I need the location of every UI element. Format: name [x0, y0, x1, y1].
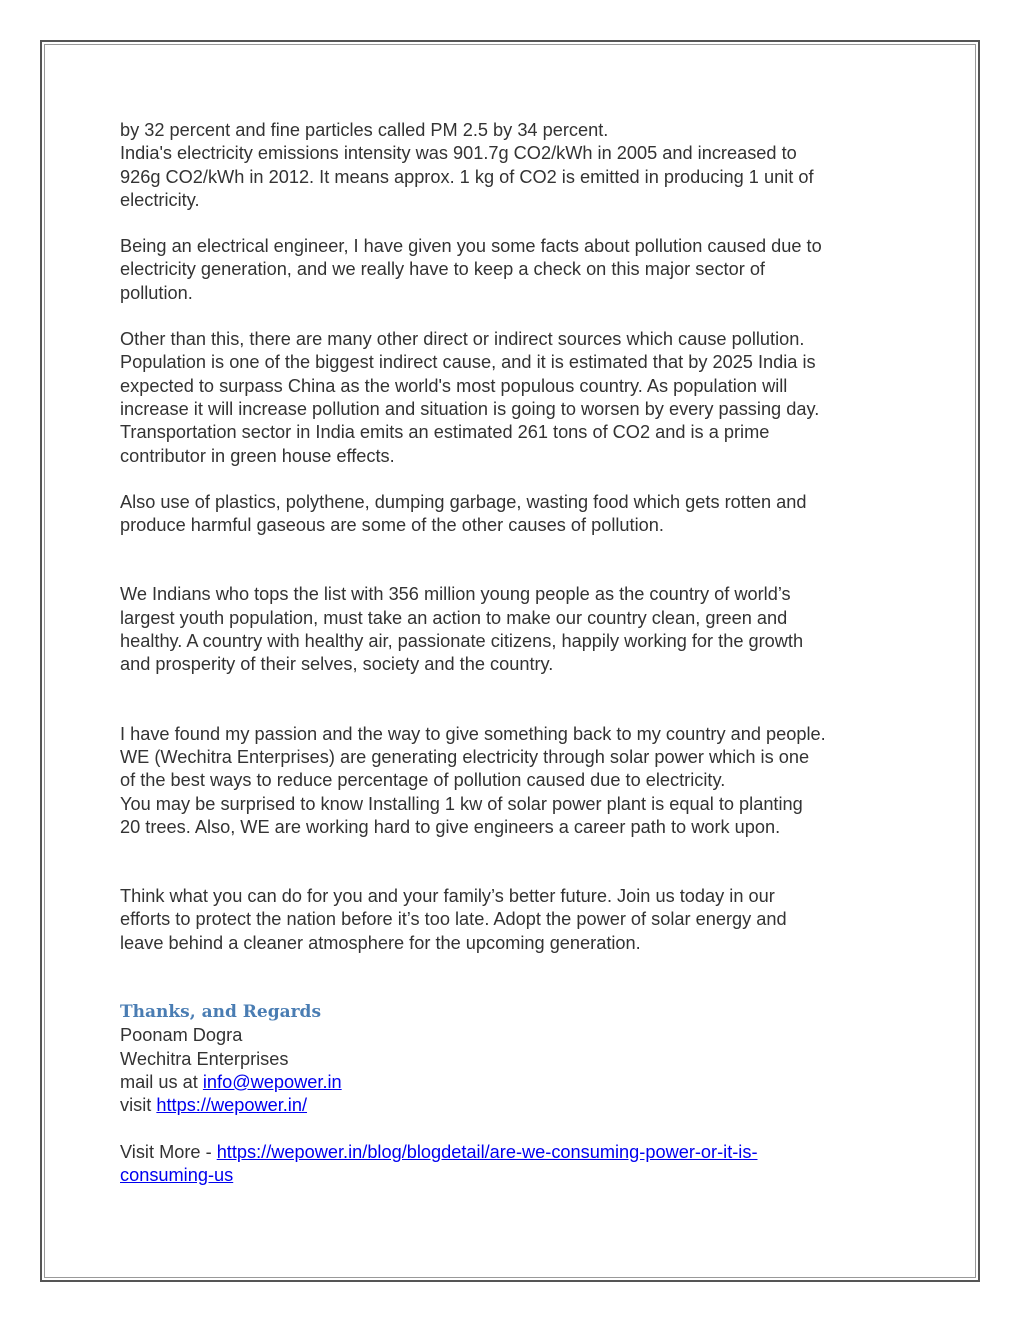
company-name: Wechitra Enterprises [120, 1048, 289, 1069]
paragraph-population: Other than this, there are many other direct or indirect sources which cause pollution. Population is one of the biggest indirect cause, and it is estimated that by 2025 India is expected to surpass China as the world's most populous country. As population will increase it will increase pollution and situation is going to worsen by every passing day. Transportation sector in India emits an estimated 261 tons of CO2 and is a prime contributor in green house effects. [120, 329, 820, 466]
signature-block [120, 1001, 920, 1187]
blog-link[interactable]: https://wepower.in/blog/blogdetail/are-we-consuming-power-or-it-is- consuming-us [120, 1141, 758, 1185]
paragraph-emissions: by 32 percent and fine particles called PM 2.5 by 34 percent. India's electricity emissions intensity was 901.7g CO2/kWh in 2005 and increased to 926g CO2/kWh in 2012. It means approx. 1 kg of CO2 is emitted in producing 1 unit of electricity. [120, 120, 814, 210]
website-line: visit https://wepower.in/ [120, 1095, 308, 1116]
paragraph-engineer: Being an electrical engineer, I have given you some facts about pollution caused due to electricity generation, and we really have to keep a check on this major sector of pollution. [120, 236, 822, 303]
paragraph-call-to-action: Think what you can do for you and your family’s better future. Join us today in our efforts to protect the nation before it’s too late. Adopt the power of solar energy and leave behind a cleaner atmosphere for the upcoming generation. [120, 886, 787, 953]
visit-more-line: Visit More - https://wepower.in/blog/blogdetail/are-we-consuming-power-or-it-is- consuming-us [120, 1141, 758, 1185]
email-link[interactable]: info@wepower.in [202, 1071, 342, 1092]
paragraph-passion: I have found my passion and the way to give something back to my country and people. WE (Wechitra Enterprises) are generating electricity through solar power which is one of the best ways to reduce percentage of pollution caused due to electricity. You may be surprised to know Installing 1 kw of solar power plant is equal to planting 20 trees. Also, WE are working hard to give engineers a career path to work upon. [120, 723, 826, 837]
paragraph-plastics: Also use of plastics, polythene, dumping garbage, wasting food which gets rotten and produce harmful gaseous are some of the other causes of pollution. [120, 491, 807, 536]
email-line: mail us at info@wepower.in [120, 1071, 342, 1092]
website-link[interactable]: https://wepower.in/ [156, 1095, 308, 1116]
paragraph-youth: We Indians who tops the list with 356 million young people as the country of world’s largest youth population, must take an action to make our country clean, green and healthy. A country with healthy air, passionate citizens, happily working for the growth and prosperity of their selves, society and the country. [120, 584, 804, 675]
signoff: Thanks, and Regards [120, 1002, 322, 1023]
document-body [120, 119, 920, 1187]
signer-name: Poonam Dogra [120, 1025, 243, 1046]
